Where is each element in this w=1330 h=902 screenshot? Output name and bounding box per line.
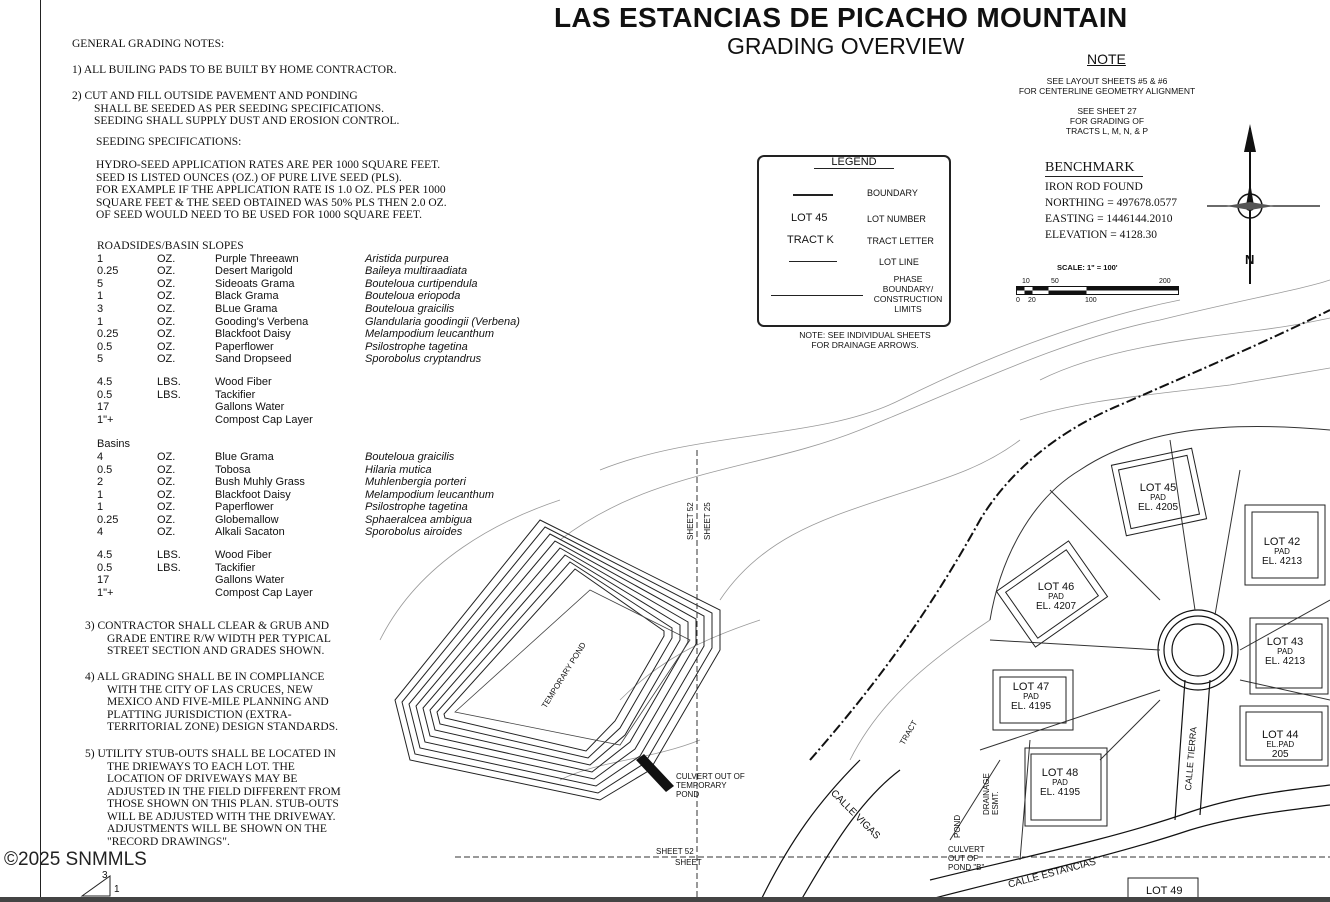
seed-row (97, 278, 520, 291)
drainage-note: NOTE: SEE INDIVIDUAL SHEETS FOR DRAINAGE ARROWS. (799, 330, 931, 350)
seed-unit: OZ. (157, 463, 176, 476)
seed-row (97, 562, 520, 575)
seed-unit (157, 401, 215, 414)
calle-estancias-label: CALLE ESTANCIAS (1007, 856, 1098, 891)
seed-common: Blackfoot Daisy (215, 488, 291, 501)
seed-sci: Bouteloua graicilis (365, 450, 455, 463)
seed-qty: 3 (97, 302, 104, 315)
legend-box: LEGEND BOUNDARY LOT 45 LOT NUMBER TRACT K TRACT LETTER LOT LINE PHASE BOUNDARY/ CONSTRUCTION LIMITS (757, 155, 951, 327)
calle-vigas-label: CALLE VIGAS (828, 788, 882, 842)
seed-row (97, 587, 520, 600)
corner-mark-b: 1 (114, 884, 120, 895)
bottom-edge (0, 897, 1330, 902)
seed-item: Gallons Water (215, 401, 285, 414)
basins-heading: Basins (97, 438, 131, 451)
seed-row (97, 514, 520, 527)
roadsides-seed-list (97, 240, 520, 599)
seed-sci: Bouteloua eriopoda (365, 290, 461, 303)
seed-common: Alkali Sacaton (215, 526, 285, 539)
seed-unit (157, 587, 215, 600)
seed-row (97, 290, 520, 303)
plan-title: LAS ESTANCIAS DE PICACHO MOUNTAIN (554, 2, 1128, 33)
seed-qty: 1"+ (97, 413, 114, 426)
seed-qty: 4 (97, 450, 104, 463)
lot-47-label: LOT 47 PAD EL. 4195 (1011, 681, 1052, 712)
seed-qty: 0.5 (97, 561, 113, 574)
plan-subtitle: GRADING OVERVIEW (727, 33, 965, 59)
seed-row (97, 451, 520, 464)
seed-common: Gooding's Verbena (215, 315, 309, 328)
north-label: N (1245, 252, 1255, 267)
seed-qty: 1 (97, 501, 104, 514)
lot-43-label: LOT 43 PAD EL. 4213 (1265, 636, 1306, 667)
seed-unit: OZ. (157, 450, 176, 463)
seed-sci: Bouteloua curtipendula (365, 277, 478, 290)
lot-49-label: LOT 49 (1146, 885, 1183, 897)
seed-row (97, 574, 520, 587)
seed-qty: 1 (97, 315, 104, 328)
seed-row (97, 401, 520, 414)
seed-sci: Psilostrophe tagetina (365, 340, 468, 353)
north-arrow-icon (1195, 122, 1325, 292)
seed-row (97, 328, 520, 341)
seed-qty: 0.5 (97, 463, 113, 476)
benchmark-block: BENCHMARK IRON ROD FOUND NORTHING = 497678.0577 EASTING = 1446144.2010 ELEVATION = 4128.30 (1045, 160, 1177, 241)
seed-item: Compost Cap Layer (215, 586, 313, 599)
seed-unit: OZ. (157, 328, 176, 341)
pond-label: POND (953, 814, 962, 838)
seed-row (97, 265, 520, 278)
seed-common: Blackfoot Daisy (215, 328, 291, 341)
seed-common: Paperflower (215, 340, 274, 353)
seed-qty: 0.25 (97, 265, 119, 278)
seed-item: Wood Fiber (215, 375, 272, 388)
seed-sci: Melampodium leucanthum (365, 488, 495, 501)
seed-common: Bush Muhly Grass (215, 476, 305, 489)
seed-common: Tobosa (215, 463, 251, 476)
seed-item: Tackifier (215, 388, 256, 401)
note-3: 3) CONTRACTOR SHALL CLEAR & GRUB AND GRADE ENTIRE R/W WIDTH PER TYPICAL STREET SECTION AND GRADES SHOWN. (85, 620, 331, 657)
culvert-label: CULVERT OUT OF TEMPORARY POND (676, 772, 745, 799)
lot-44-label: LOT 44 EL.PAD 205 (1262, 729, 1299, 760)
seed-sci: Sphaeralcea ambigua (365, 513, 473, 526)
seed-common: Desert Marigold (215, 265, 293, 278)
sheet-52-label: SHEET 52 (686, 502, 695, 540)
seeding-spec-heading: SEEDING SPECIFICATIONS: (96, 136, 242, 148)
seed-common: Sand Dropseed (215, 353, 292, 366)
seed-qty: 1 (97, 488, 104, 501)
seed-row (97, 253, 520, 266)
seed-qty: 4.5 (97, 375, 113, 388)
seed-common: Blue Grama (215, 450, 274, 463)
seed-unit (157, 574, 215, 587)
seed-unit: OZ. (157, 252, 176, 265)
seed-item: Compost Cap Layer (215, 413, 313, 426)
seed-common: BLue Grama (215, 302, 278, 315)
general-notes-heading: GENERAL GRADING NOTES: (72, 38, 225, 50)
note-box-text: SEE LAYOUT SHEETS #5 & #6 FOR CENTERLINE GEOMETRY ALIGNMENT SEE SHEET 27 FOR GRADING OF TRACTS L, M, N, & P (1018, 76, 1196, 136)
seed-qty: 1"+ (97, 586, 114, 599)
seed-unit: OZ. (157, 526, 176, 539)
culvert-pond-b-label: CULVERT OUT OF POND "B" (948, 845, 985, 872)
copyright-watermark: ©2025 SNMMLS (4, 849, 147, 870)
seed-unit: OZ. (157, 501, 176, 514)
tract-label: TRACT (898, 718, 920, 747)
seed-sci: Bouteloua graicilis (365, 302, 455, 315)
seed-common: Globemallow (215, 513, 279, 526)
seed-row (97, 376, 520, 389)
seed-row (97, 489, 520, 502)
seed-unit: LBS. (157, 549, 181, 562)
sheet-25-label: SHEET 25 (703, 502, 712, 540)
seed-item: Wood Fiber (215, 549, 272, 562)
note-4: 4) ALL GRADING SHALL BE IN COMPLIANCE WITH THE CITY OF LAS CRUCES, NEW MEXICO AND FIVE-MILE PLANNING AND PLATTING JURISDICTION (EXTRA- TERRITORIAL ZONE) DESIGN STANDARDS. (85, 671, 338, 733)
sheet-52-bottom-label: SHEET 52 (656, 847, 694, 856)
seed-unit: OZ. (157, 277, 176, 290)
temporary-pond-label: TEMPORARY POND (540, 640, 588, 710)
lot-48-label: LOT 48 PAD EL. 4195 (1040, 767, 1081, 798)
seed-row (97, 464, 520, 477)
calle-tierra-label: CALLE TIERRA (1183, 726, 1199, 791)
seed-common: Sideoats Grama (215, 277, 295, 290)
seed-sci: Melampodium leucanthum (365, 328, 495, 341)
seed-qty: 4 (97, 526, 104, 539)
sheet-bottom-label: SHEET (675, 858, 702, 867)
roadsides-heading: ROADSIDES/BASIN SLOPES (97, 240, 244, 252)
seed-qty: 17 (97, 401, 110, 414)
seed-common: Paperflower (215, 501, 274, 514)
seed-qty: 4.5 (97, 549, 113, 562)
seed-item: Gallons Water (215, 574, 285, 587)
seed-unit: LBS. (157, 375, 181, 388)
seed-row (97, 414, 520, 427)
corner-mark-a: 3 (102, 870, 108, 881)
seed-row (97, 476, 520, 489)
seed-common: Purple Threeawn (215, 252, 299, 265)
seed-sci: Aristida purpurea (365, 252, 449, 265)
seed-qty: 0.5 (97, 340, 113, 353)
seed-unit: OZ. (157, 315, 176, 328)
seed-qty: 17 (97, 574, 110, 587)
seed-unit: OZ. (157, 488, 176, 501)
lot-46-label: LOT 46 PAD EL. 4207 (1036, 581, 1077, 612)
seed-qty: 1 (97, 252, 104, 265)
seed-unit: LBS. (157, 561, 181, 574)
seed-unit: OZ. (157, 290, 176, 303)
note-2: 2) CUT AND FILL OUTSIDE PAVEMENT AND PONDING SHALL BE SEEDED AS PER SEEDING SPECIFICATIONS. SEEDING SHALL SUPPLY DUST AND EROSION CONTROL. (72, 90, 400, 127)
seeding-spec-text: HYDRO-SEED APPLICATION RATES ARE PER 1000 SQUARE FEET. SEED IS LISTED OUNCES (OZ.) OF PURE LIVE SEED (PLS). FOR EXAMPLE IF THE APPLICATION RATE IS 1.0 OZ. PLS PER 1000 SQUARE FEET & THE SEED OBTAINED WAS 50% PLS THEN 2.0 OZ. OF SEED WOULD NEED TO BE USED FOR 1000 SQUARE FEET. (96, 159, 447, 221)
drainage-esmt-label: DRAINAGE ESMT. (982, 773, 1000, 815)
seed-qty: 0.5 (97, 388, 113, 401)
seed-row (97, 389, 520, 402)
seed-qty: 5 (97, 277, 104, 290)
seed-unit: OZ. (157, 353, 176, 366)
seed-unit: LBS. (157, 388, 181, 401)
note-box-title: NOTE (1087, 51, 1126, 67)
seed-sci: Sporobolus airoides (365, 526, 463, 539)
seed-row (97, 526, 520, 539)
seed-row (97, 501, 520, 514)
seed-unit: OZ. (157, 513, 176, 526)
seed-unit: OZ. (157, 476, 176, 489)
seed-unit (157, 414, 215, 427)
seed-sci: Sporobolus cryptandrus (365, 353, 482, 366)
seed-row (97, 549, 520, 562)
seed-qty: 1 (97, 290, 104, 303)
legend-title: LEGEND (814, 156, 894, 169)
seed-unit: OZ. (157, 340, 176, 353)
note-5: 5) UTILITY STUB-OUTS SHALL BE LOCATED IN THE DRIEWAYS TO EACH LOT. THE LOCATION OF DRIVEWAYS MAY BE ADJUSTED IN THE FIELD DIFFERENT FROM THOSE SHOWN ON THIS PLAN. STUB-OUTS WILL BE ADJUSTED WITH THE DRIVEWAY. ADJUSTMENTS WILL BE SHOWN ON THE "RECORD DRAWINGS". (85, 748, 341, 848)
seed-qty: 5 (97, 353, 104, 366)
seed-sci: Psilostrophe tagetina (365, 501, 468, 514)
seed-unit: OZ. (157, 302, 176, 315)
seed-common: Black Grama (215, 290, 279, 303)
seed-sci: Glandularia goodingii (Verbena) (365, 315, 520, 328)
lot-42-label: LOT 42 PAD EL. 4213 (1262, 536, 1303, 567)
scale-bar (1016, 286, 1181, 298)
seed-qty: 0.25 (97, 328, 119, 341)
seed-sci: Hilaria mutica (365, 463, 432, 476)
seed-unit: OZ. (157, 265, 176, 278)
scale-label: SCALE: 1" = 100' (1057, 263, 1118, 272)
seed-item: Tackifier (215, 561, 256, 574)
seed-sci: Baileya multiraadiata (365, 265, 468, 278)
sheet-border (40, 0, 41, 902)
seed-qty: 0.25 (97, 513, 119, 526)
lot-45-label: LOT 45 PAD EL. 4205 (1138, 482, 1179, 513)
seed-row (97, 303, 520, 316)
seed-sci: Muhlenbergia porteri (365, 476, 466, 489)
seed-row (97, 341, 520, 354)
benchmark-title: BENCHMARK (1045, 160, 1143, 177)
seed-qty: 2 (97, 476, 104, 489)
seed-row (97, 316, 520, 329)
seed-row (97, 353, 520, 366)
note-1: 1) ALL BUILING PADS TO BE BUILT BY HOME CONTRACTOR. (72, 64, 397, 76)
